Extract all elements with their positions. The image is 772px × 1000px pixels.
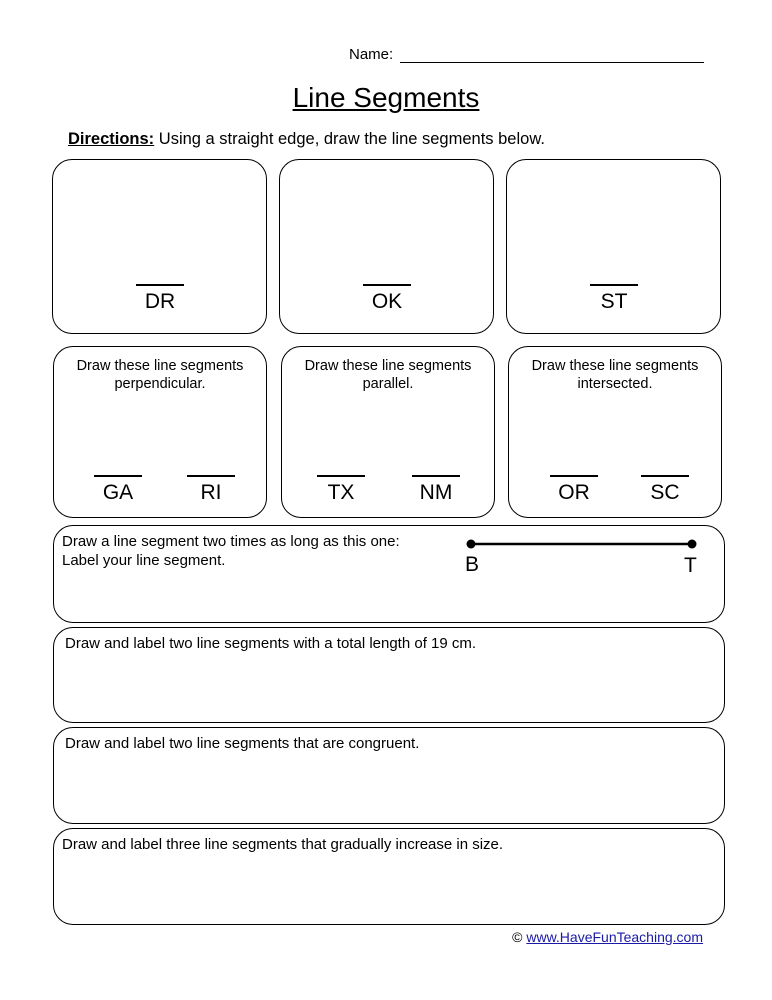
task-text: Draw and label three line segments that gradually increase in size. [62, 836, 504, 853]
segment-name: OR [558, 481, 590, 504]
intersected-box[interactable] [508, 346, 722, 518]
segment-label [406, 475, 466, 505]
segment-box-dr[interactable] [52, 159, 267, 334]
overline [363, 284, 411, 286]
segment-box-ok[interactable] [279, 159, 494, 334]
overline [94, 475, 142, 477]
directions-text: Using a straight edge, draw the line segments below. [154, 130, 545, 148]
directions [68, 130, 545, 149]
overline [641, 475, 689, 477]
reference-segment [464, 536, 704, 552]
segment-label [584, 284, 644, 314]
segment-label [181, 475, 241, 505]
copyright-symbol: © [512, 929, 523, 945]
segment-name: RI [200, 481, 222, 504]
segment-name: DR [144, 290, 176, 313]
overline [136, 284, 184, 286]
page-title: Line Segments [292, 82, 480, 113]
congruent-box[interactable] [53, 727, 725, 824]
task-text: Draw and label two line segments with a total length of 19 cm. [65, 635, 477, 652]
directions-label: Directions: [68, 130, 155, 148]
overline [550, 475, 598, 477]
point-t-label: T [684, 554, 697, 577]
overline [187, 475, 235, 477]
overline [317, 475, 365, 477]
segment-label [544, 475, 604, 505]
overline [590, 284, 638, 286]
task-text [62, 532, 400, 570]
segment-label [130, 284, 190, 314]
segment-name: OK [371, 290, 403, 313]
double-length-box[interactable] [53, 525, 725, 623]
segment-label [635, 475, 695, 505]
task-line-2: Label your line segment. [62, 552, 226, 569]
total-length-box[interactable] [53, 627, 725, 723]
segment-label [311, 475, 371, 505]
segment-name: SC [650, 481, 680, 504]
task-text: Draw and label two line segments that are congruent. [65, 735, 420, 752]
name-field-line[interactable] [400, 62, 704, 63]
website-link[interactable]: www.HaveFunTeaching.com [526, 929, 703, 945]
segment-name: NM [419, 481, 453, 504]
segment-label [357, 284, 417, 314]
overline [412, 475, 460, 477]
box-caption: Draw these line segments parallel. [304, 358, 472, 392]
segment-name: ST [600, 290, 628, 313]
box-caption: Draw these line segments intersected. [531, 358, 699, 392]
segment-name: GA [102, 481, 134, 504]
task-line-1: Draw a line segment two times as long as this one: [62, 533, 400, 550]
segment-box-st[interactable] [506, 159, 721, 334]
increasing-size-box[interactable] [53, 828, 725, 925]
segment-name: TX [327, 481, 355, 504]
box-caption: Draw these line segments perpendicular. [76, 358, 244, 392]
parallel-box[interactable] [281, 346, 495, 518]
footer [512, 929, 703, 945]
perpendicular-box[interactable] [53, 346, 267, 518]
name-label: Name: [349, 46, 394, 63]
segment-label [88, 475, 148, 505]
point-b-label: B [465, 553, 480, 576]
